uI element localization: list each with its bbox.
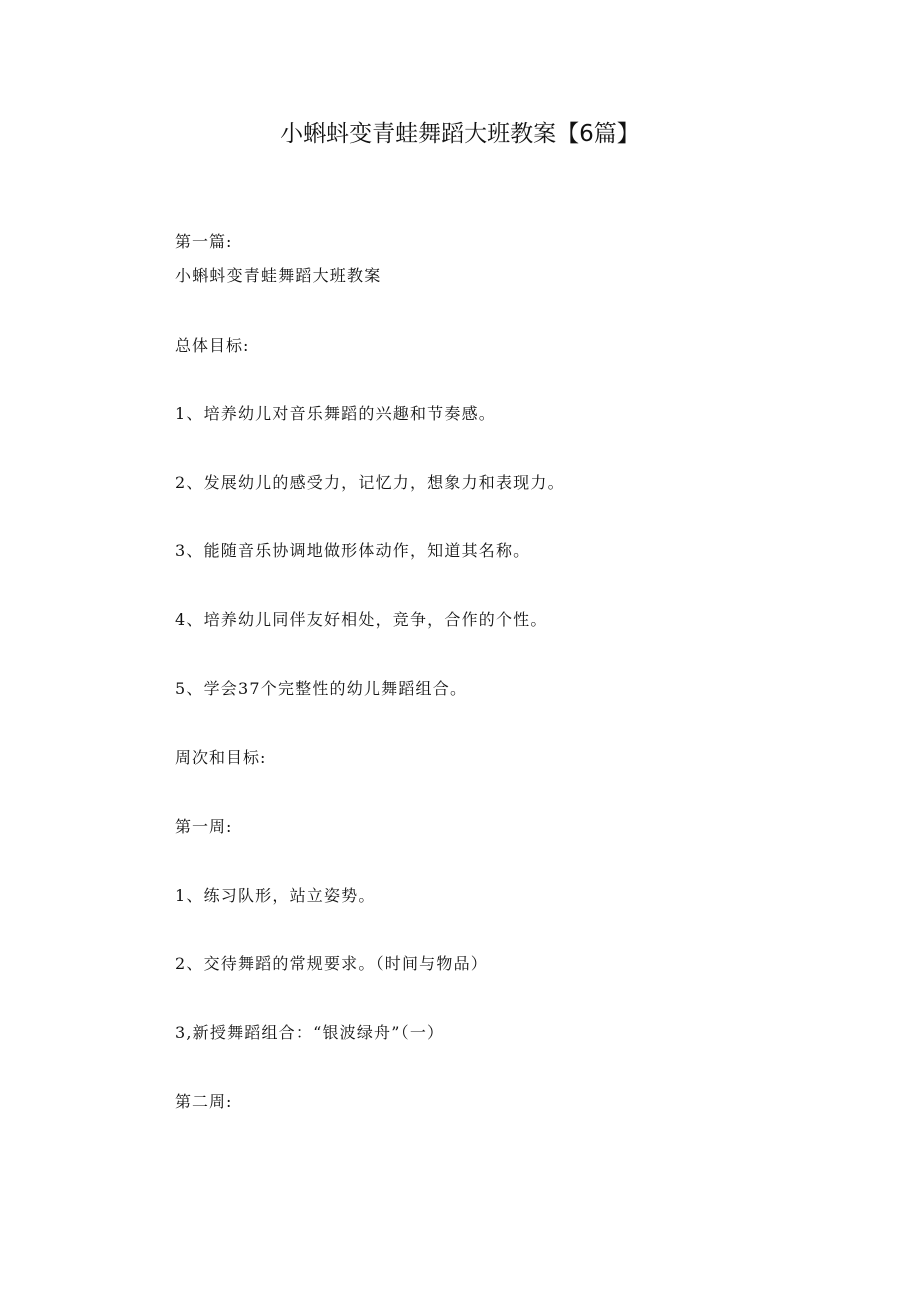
goal-item-2: 2、发展幼儿的感受力，记忆力，想象力和表现力。 — [175, 473, 565, 492]
section-subtitle: 小蝌蚪变青蛙舞蹈大班教案 — [175, 266, 382, 285]
overall-goals-heading: 总体目标: — [175, 336, 250, 355]
week-1-item-1: 1、练习队形，站立姿势。 — [175, 886, 376, 905]
goal-item-3: 3、能随音乐协调地做形体动作，知道其名称。 — [175, 541, 531, 560]
week-1-item-2: 2、交待舞蹈的常规要求。（时间与物品） — [175, 954, 488, 973]
week-2-heading: 第二周: — [175, 1092, 233, 1111]
document-title: 小蝌蚪变青蛙舞蹈大班教案【6篇】 — [280, 121, 640, 147]
week-1-heading: 第一周: — [175, 817, 233, 836]
goal-item-5: 5、学会37个完整性的幼儿舞蹈组合。 — [175, 679, 468, 698]
weekly-goals-heading: 周次和目标: — [175, 748, 267, 767]
goal-item-1: 1、培养幼儿对音乐舞蹈的兴趣和节奏感。 — [175, 404, 496, 423]
week-1-item-3: 3,新授舞蹈组合：“银波绿舟”（一） — [175, 1023, 445, 1042]
section-label: 第一篇: — [175, 232, 233, 251]
goal-item-4: 4、培养幼儿同伴友好相处，竞争，合作的个性。 — [175, 610, 548, 629]
